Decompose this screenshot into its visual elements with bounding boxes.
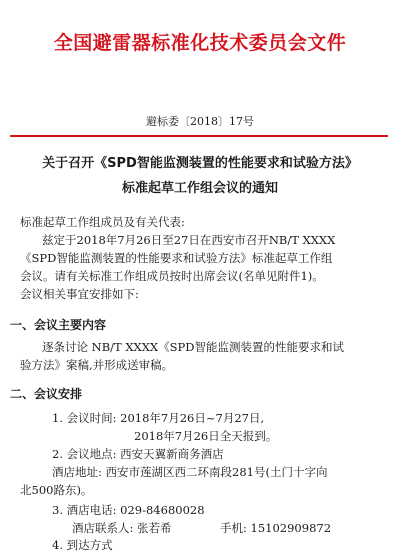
document-number: 避标委〔2018〕17号 [146, 115, 254, 128]
document-header-title: 全国避雷器标准化技术委员会文件 [53, 32, 347, 54]
red-separator-line [10, 135, 388, 137]
hotel-phone: 3. 酒店电话: 029-84680028 [52, 503, 205, 517]
salutation: 标准起草工作组成员及有关代表: [20, 215, 185, 229]
intro-line-4: 会议相关事宜安排如下: [20, 287, 139, 301]
section-1-heading: 一、会议主要内容 [10, 318, 107, 332]
hotel-contact-phone: 手机: 15102909872 [220, 521, 332, 535]
hotel-address-line-2: 北500路东)。 [20, 483, 93, 497]
section-1-text-line-2: 验方法》案稿,并形成送审稿。 [20, 358, 174, 372]
section-1-text-line-1: 逐条讨论 NB/T XXXX《SPD智能监测装置的性能要求和试 [42, 340, 344, 354]
subject-line-1: 关于召开《SPD智能监测装置的性能要求和试验方法》 [42, 156, 358, 171]
subject-line-2: 标准起草工作组会议的通知 [121, 181, 278, 196]
section-2-heading: 二、会议安排 [10, 387, 83, 401]
hotel-contact: 酒店联系人: 张若希 [72, 521, 172, 535]
intro-line-3: 会议。请有关标准工作组成员按时出席会议(名单见附件1)。 [20, 269, 324, 283]
hotel-address-line-1: 酒店地址: 西安市莲湖区西二环南段281号(土门十字向 [52, 465, 328, 479]
meeting-registration: 2018年7月26日全天报到。 [134, 429, 278, 443]
meeting-time: 1. 会议时间: 2018年7月26日~7月27日, [52, 411, 265, 425]
meeting-venue: 2. 会议地点: 西安天翼新商务酒店 [52, 447, 224, 461]
intro-line-2: 《SPD智能监测装置的性能要求和试验方法》标准起草工作组 [20, 251, 333, 265]
arrival-method-partial: 4. 到达方式 [52, 538, 113, 552]
intro-line-1: 兹定于2018年7月26日至27日在西安市召开NB/T XXXX [42, 233, 336, 247]
